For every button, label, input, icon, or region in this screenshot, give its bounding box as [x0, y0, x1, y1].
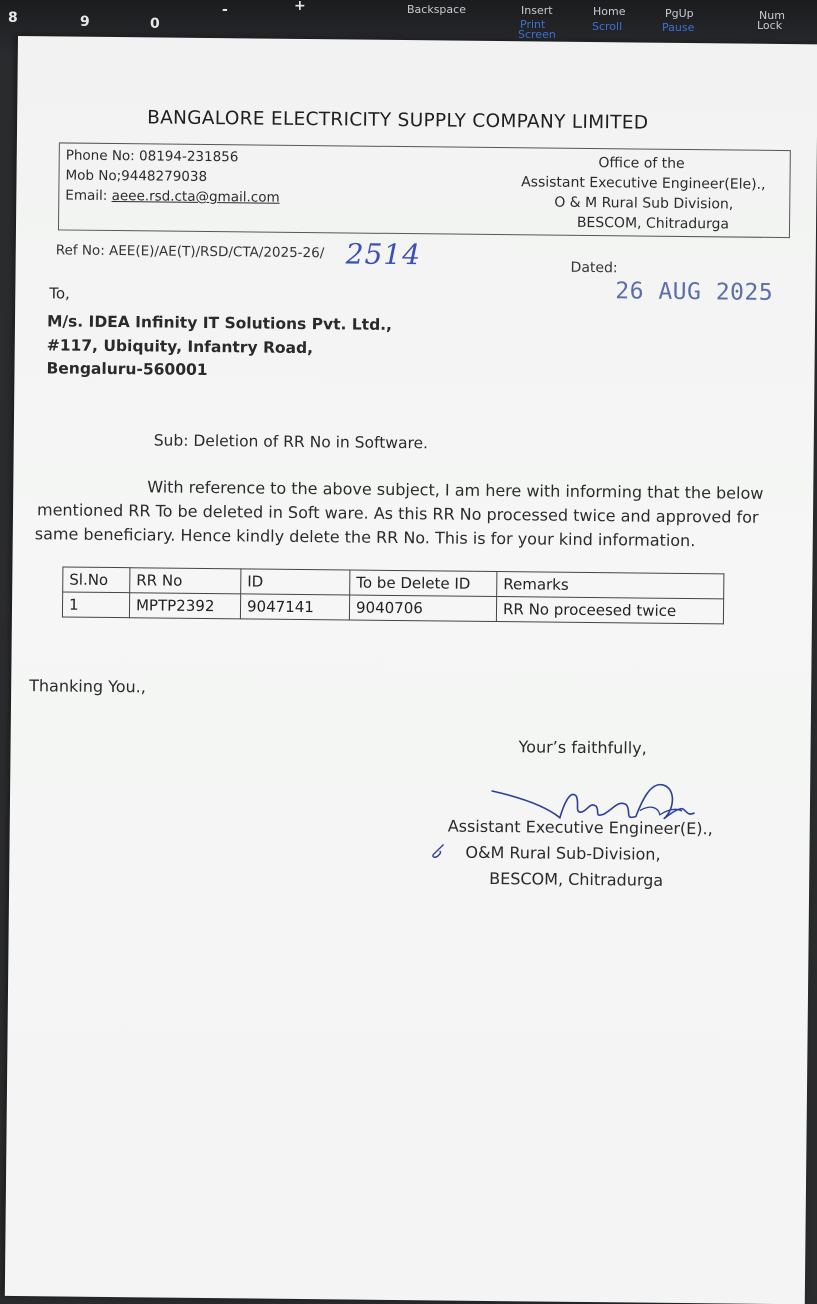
to-label: To,: [49, 284, 70, 303]
thanks-line: Thanking You.,: [29, 676, 146, 697]
body-line-1: With reference to the above subject, I am here with informing that the below: [147, 477, 764, 503]
mobile-number: Mob No;9448279038: [65, 167, 208, 185]
subject-line: Sub: Deletion of RR No in Software.: [153, 431, 429, 453]
key-9: 9: [80, 14, 90, 30]
header-remarks: Remarks: [497, 572, 724, 599]
contact-box: [58, 142, 791, 238]
addressee-street: #117, Ubiquity, Infantry Road,: [46, 336, 314, 358]
key-num: Num: [759, 9, 785, 22]
key-8: 8: [8, 10, 18, 26]
signatory-title: Assistant Executive Engineer(E).,: [447, 816, 713, 839]
body-line-2: mentioned RR To be deleted in Soft ware. As this RR No processed twice and approved for: [36, 500, 759, 527]
cell-rr-no: MPTP2392: [129, 593, 240, 619]
cell-remarks: RR No proceesed twice: [496, 597, 723, 624]
rr-table: [62, 566, 724, 624]
email-line: [65, 188, 279, 206]
reference-number: Ref No: AEE(E)/AE(T)/RSD/CTA/2025-26/: [55, 242, 325, 262]
key-home: Home: [593, 5, 626, 18]
header-rr-no: RR No: [130, 568, 241, 594]
key-print-label: Print: [520, 18, 546, 31]
company-heading: BANGALORE ELECTRICITY SUPPLY COMPANY LIMITED: [147, 107, 649, 134]
cell-id: 9047141: [240, 594, 349, 620]
key-minus: -: [222, 2, 228, 18]
date-stamp: 26 AUG 2025: [615, 278, 774, 306]
signatory-division: O&M Rural Sub-Division,: [465, 842, 661, 864]
office-line-1: Office of the: [598, 155, 685, 172]
phone-number: Phone No: 08194-231856: [65, 147, 239, 166]
addressee-name: M/s. IDEA Infinity IT Solutions Pvt. Ltd.,: [46, 312, 393, 334]
key-plus: +: [294, 0, 306, 14]
office-line-3: O & M Rural Sub Division,: [554, 194, 734, 213]
closing-line: Your’s faithfully,: [518, 737, 647, 758]
header-id: ID: [241, 569, 350, 595]
key-pause-label: Pause: [662, 21, 695, 34]
key-backspace: Backspace: [407, 3, 466, 16]
key-insert: Insert: [521, 4, 553, 17]
email-link[interactable]: aeee.rsd.cta@gmail.com: [111, 187, 280, 206]
key-scroll-label: Scroll: [592, 20, 623, 33]
handwritten-mark-icon: [429, 842, 447, 860]
body-line-3: same beneficiary. Hence kindly delete the RR No. This is for your kind information.: [34, 524, 696, 551]
cell-delete-id: 9040706: [349, 595, 496, 622]
email-label: Email:: [65, 187, 112, 204]
addressee-city: Bengaluru-560001: [46, 359, 208, 380]
key-0: 0: [150, 16, 160, 32]
key-pgup: PgUp: [665, 7, 694, 20]
reference-handwritten-number: 2514: [345, 237, 422, 272]
header-delete-id: To be Delete ID: [350, 570, 497, 597]
key-lock-label: Lock: [757, 19, 783, 32]
signatory-location: BESCOM, Chitradurga: [489, 868, 664, 890]
cell-slno: 1: [62, 592, 129, 618]
header-slno: Sl.No: [63, 567, 130, 593]
office-line-2: Assistant Executive Engineer(Ele).,: [521, 174, 766, 193]
letter-page: [5, 36, 817, 1304]
office-line-4: BESCOM, Chitradurga: [576, 214, 730, 233]
key-screen-label: Screen: [518, 28, 556, 41]
dated-label: Dated:: [570, 259, 618, 277]
